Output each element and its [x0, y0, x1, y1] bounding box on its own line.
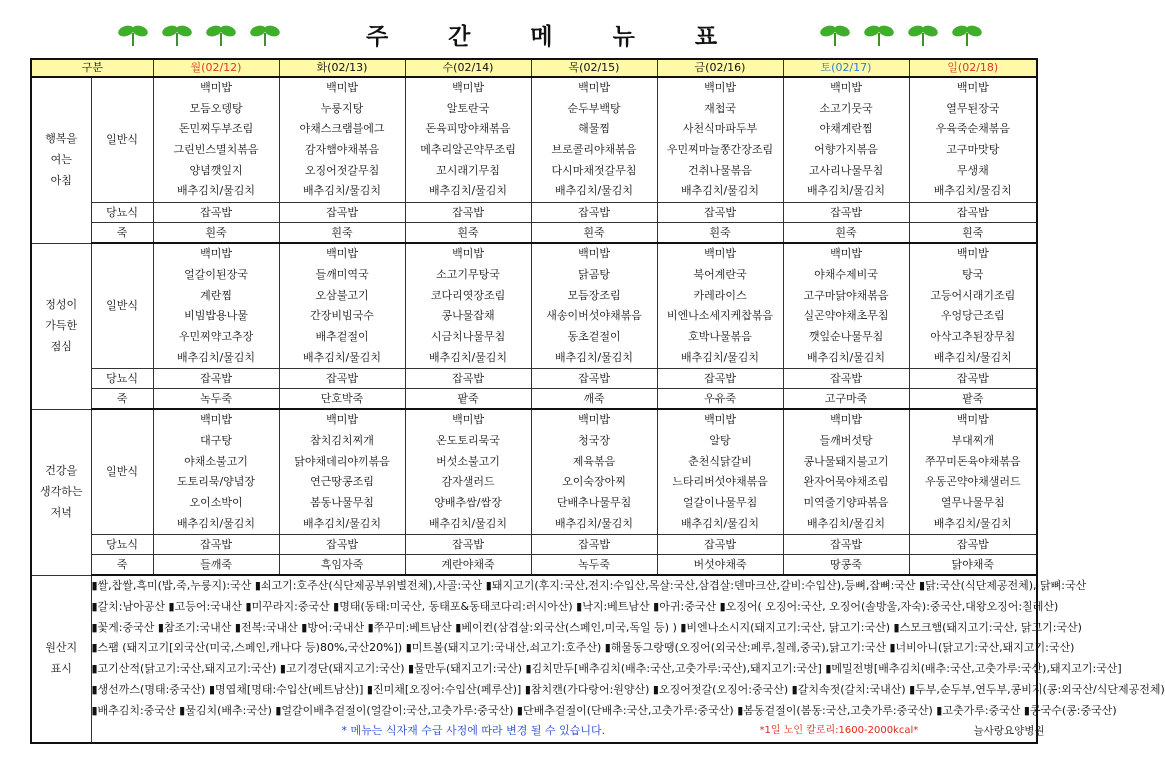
dish-item: 우민찌마늘쫑간장조림: [666, 143, 774, 157]
diet-type-label: 당뇨식: [91, 535, 153, 555]
dish-item: 비엔나소세지케찹볶음: [666, 309, 774, 323]
origin-line: ▮스팸 (돼지고기[외국산(미국,스페인,캐나다 등)80%,국산20%]) ▮미트볼(돼지고기:국내산,쇠고기:호주산) ▮해물동그랑땡(오징어(외국산:페루,칠레,중국),닭고기:국산 ▮너비아니(닭고기:국산,돼지고기:국산): [91, 641, 1075, 655]
footer-line: [92, 721, 1045, 742]
dish-item: 무생채: [956, 163, 989, 177]
dish-item: 배추김치/물김치: [176, 184, 256, 198]
dish-item: 호박나물볶음: [688, 329, 752, 343]
diet-type-label: 죽: [91, 555, 153, 576]
porridge-dish: 흰죽: [153, 223, 279, 244]
dish-item: 배추김치/물김치: [428, 350, 508, 364]
dish-item: 어향가지볶음: [814, 143, 878, 157]
dish-cell: [657, 243, 783, 369]
porridge-dish: 흰죽: [783, 223, 909, 244]
porridge-row: [31, 223, 1037, 244]
dish-item: 아삭고추된장무침: [930, 329, 1016, 343]
dish-item: 코다리엿장조림: [430, 288, 506, 302]
dish-item: 새송이버섯야채볶음: [546, 309, 642, 323]
diabetic-diet-row: [31, 535, 1037, 555]
dish-item: 배추겉절이: [315, 329, 369, 343]
dish-item: 사천식마파두부: [682, 122, 758, 136]
dish-item: 시금치나물무침: [430, 329, 506, 343]
dish-item: 연근땅콩조림: [310, 475, 374, 489]
dish-item: 백미밥: [200, 247, 232, 261]
dish-item: 양배추쌈/쌈장: [434, 496, 502, 509]
origin-line: ▮배추김치:중국산 ▮물김치(배추:국산) ▮얼갈이배추겉절이(얼갈이:국산,고춧가루:중국산) ▮단배추겉절이(단배추:국산,고춧가루:중국산) ▮봄동겉절이(봄동:국산,고춧가루:중국산) ▮고춧가루:중국산 ▮콩국수(콩:중국산): [91, 703, 1117, 717]
diet-type-label: 죽: [91, 223, 153, 244]
dish-item: 탕국: [962, 267, 984, 281]
diabetic-dish: 잡곡밥: [531, 535, 657, 555]
porridge-dish: 닭야채죽: [909, 555, 1037, 576]
dish-item: 야채수제비국: [814, 267, 878, 281]
dish-item: 고구마닭야채볶음: [803, 288, 889, 302]
dish-item: 백미밥: [452, 413, 484, 427]
dish-item: 도토리묵/양념장: [176, 475, 256, 489]
diabetic-dish: 잡곡밥: [657, 203, 783, 223]
dish-item: 돈육피망야채볶음: [425, 122, 511, 136]
porridge-dish: 녹두죽: [531, 555, 657, 576]
dish-item: 오삼불고기: [315, 288, 369, 302]
dish-item: 순두부백탕: [567, 101, 621, 115]
meal-label: 건강을 생각하는 저녁: [31, 409, 91, 575]
dish-item: 해물찜: [578, 122, 610, 136]
dish-item: 누룽지탕: [320, 101, 364, 115]
diabetic-dish: 잡곡밥: [405, 535, 531, 555]
dish-item: 양념깻잎지: [189, 163, 243, 177]
dish-item: 브로콜리야채볶음: [551, 143, 637, 157]
porridge-dish: 들깨죽: [153, 555, 279, 576]
porridge-row: [31, 555, 1037, 576]
diabetic-dish: 잡곡밥: [909, 535, 1037, 555]
dish-item: 고등어시래기조림: [930, 288, 1016, 302]
dish-item: 백미밥: [956, 81, 989, 94]
dish-item: 재첩국: [704, 101, 736, 115]
origin-text: [91, 575, 1165, 743]
dish-item: 깻잎순나물무침: [808, 329, 884, 343]
dish-item: 들깨버섯탕: [819, 433, 873, 447]
dish-item: 백미밥: [830, 81, 862, 94]
diet-type-label: 일반식: [91, 409, 153, 535]
diet-type-label: 당뇨식: [91, 203, 153, 223]
dish-item: 닭야채데리야끼볶음: [294, 454, 390, 468]
header-row: [31, 59, 1037, 77]
diabetic-dish: 잡곡밥: [153, 203, 279, 223]
diabetic-dish: 잡곡밥: [783, 535, 909, 555]
dish-item: 실곤약야채초무침: [803, 309, 889, 323]
general-diet-row: [31, 409, 1037, 535]
diet-type-label: 죽: [91, 389, 153, 410]
dish-cell: [279, 409, 405, 535]
hospital-name: 늘사랑요양병원: [973, 725, 1045, 738]
dish-item: 배추김치/물김치: [302, 350, 382, 364]
diabetic-dish: 잡곡밥: [405, 203, 531, 223]
header-day: 목(02/15): [531, 59, 657, 77]
dish-item: 느타리버섯야채볶음: [672, 475, 768, 489]
header-day: 화(02/13): [279, 59, 405, 77]
dish-item: 배추김치/물김치: [933, 350, 1012, 364]
dish-item: 배추김치/물김치: [428, 184, 508, 198]
dish-item: 야채계란찜: [819, 122, 873, 136]
dish-item: 백미밥: [956, 413, 989, 427]
dish-cell: [405, 409, 531, 535]
diabetic-dish: 잡곡밥: [153, 369, 279, 389]
header-day: 토(02/17): [783, 59, 909, 77]
dish-item: 청국장: [578, 433, 610, 447]
dish-item: 그린빈스멸치볶음: [173, 143, 259, 157]
dish-item: 백미밥: [830, 413, 862, 427]
dish-item: 단배추나물무침: [556, 496, 632, 509]
dish-item: 우육죽순채볶음: [935, 122, 1010, 136]
diet-type-label: 일반식: [91, 243, 153, 369]
calorie-note: *1일 노인 칼로리:1600-2000kcal*: [759, 725, 919, 737]
dish-item: 고구마맛탕: [946, 143, 1000, 157]
diabetic-dish: 잡곡밥: [783, 203, 909, 223]
header-day: 일(02/18): [909, 59, 1037, 77]
dish-item: 백미밥: [578, 413, 610, 427]
dish-item: 백미밥: [704, 413, 736, 427]
dish-item: 들깨미역국: [315, 267, 369, 281]
dish-item: 알탕: [709, 433, 731, 447]
dish-item: 우동곤약야채샐러드: [924, 475, 1021, 489]
sprout-icon: [952, 22, 982, 46]
dish-item: 백미밥: [956, 247, 989, 261]
diabetic-dish: 잡곡밥: [909, 369, 1037, 389]
dish-item: 대구탕: [200, 433, 232, 447]
dish-item: 얼갈이나물무침: [682, 496, 758, 509]
dish-item: 부대찌개: [951, 433, 995, 447]
porridge-dish: 흰죽: [405, 223, 531, 244]
dish-item: 백미밥: [326, 81, 358, 94]
dish-item: 온도토리묵국: [436, 433, 500, 447]
origin-line: ▮꽃게:중국산 ▮참조기:국내산 ▮전복:국내산 ▮방어:국내산 ▮쭈꾸미:베트남산 ▮베이컨(삼겹살:외국산(스페인,미국,독일 등) ) ▮비엔나소시지(돼지고기:국산, 닭고기:국산) ▮스모크햄(돼지고기:국산, 닭고기:국산): [91, 620, 1082, 634]
dish-item: 알토란국: [446, 101, 490, 115]
origin-line: ▮쌀,찹쌀,흑미(밥,죽,누룽지):국산 ▮쇠고기:호주산(식단제공부위별전체),사골:국산 ▮돼지고기(후지:국산,전지:수입산,목살:국산,삼겹살:덴마크산,갈비:수입산),등뼈,잡뼈:국산 ▮닭:국산(식단제공전체), 닭뼈:국산: [91, 579, 1087, 593]
porridge-dish: 흰죽: [279, 223, 405, 244]
meal-label: 행복을 여는 아침: [31, 77, 91, 243]
dish-item: 얼갈이된장국: [184, 267, 248, 281]
dish-item: 배추김치/물김치: [554, 350, 634, 364]
sprout-decoration-right: [820, 22, 982, 46]
dish-item: 돈민찌두부조림: [178, 122, 254, 136]
porridge-dish: 계란야채죽: [405, 555, 531, 576]
diabetic-dish: 잡곡밥: [657, 535, 783, 555]
general-diet-row: [31, 243, 1037, 369]
dish-item: 오이숙장아찌: [562, 475, 626, 489]
porridge-dish: 팥죽: [909, 389, 1037, 410]
porridge-dish: 흰죽: [909, 223, 1037, 244]
porridge-dish: 땅콩죽: [783, 555, 909, 576]
dish-item: 야채소불고기: [184, 454, 248, 468]
dish-item: 배추김치/물김치: [554, 516, 634, 530]
dish-item: 미역줄기양파볶음: [803, 496, 889, 509]
dish-item: 배추김치/물김치: [302, 516, 382, 530]
dish-item: 춘천식닭갈비: [688, 454, 752, 468]
dish-item: 비빔밥용나물: [184, 309, 248, 323]
diabetic-diet-row: [31, 369, 1037, 389]
dish-item: 고사리나물무침: [808, 163, 884, 177]
dish-item: 백미밥: [326, 413, 358, 427]
diabetic-dish: 잡곡밥: [783, 369, 909, 389]
dish-item: 백미밥: [704, 81, 736, 94]
porridge-row: [31, 389, 1037, 410]
dish-item: 배추김치/물김치: [554, 184, 634, 198]
dish-cell: [279, 243, 405, 369]
dish-item: 오이소박이: [189, 496, 243, 509]
dish-item: 배추김치/물김치: [806, 350, 886, 364]
dish-item: 배추김치/물김치: [806, 184, 886, 198]
porridge-dish: 버섯야채죽: [657, 555, 783, 576]
dish-cell: [909, 243, 1037, 369]
dish-cell: [657, 77, 783, 203]
dish-cell: [279, 77, 405, 203]
origin-line: ▮생선까스(명태:중국산) ▮명엽채[명태:수입산(베트남산)] ▮진미채[오징어:수입산(페루산)] ▮참치캔(가다랑어:원양산) ▮오징어젓갈(오징어:중국산) ▮갈치속젓(갈치:국내산) ▮두부,순두부,연두부,콩비지(콩:외국산/식단제공전체): [91, 682, 1165, 696]
header-day: 수(02/14): [405, 59, 531, 77]
diabetic-dish: 잡곡밥: [909, 203, 1037, 223]
dish-item: 백미밥: [452, 247, 484, 261]
dish-item: 백미밥: [578, 247, 610, 261]
dish-item: 봄동나물무침: [310, 496, 374, 509]
diabetic-dish: 잡곡밥: [153, 535, 279, 555]
porridge-dish: 고구마죽: [783, 389, 909, 410]
header-day: 금(02/16): [657, 59, 783, 77]
dish-item: 계란찜: [200, 288, 232, 302]
header-day: 월(02/12): [153, 59, 279, 77]
meal-label: 정성이 가득한 점심: [31, 243, 91, 409]
page-title: 주 간 메 뉴 표: [365, 24, 744, 50]
origin-line: ▮갈치:남아공산 ▮고등어:국내산 ▮미꾸라지:중국산 ▮명태(동태:미국산, 동태포&동태코다리:러시아산) ▮낙지:베트남산 ▮아귀:중국산 ▮오징어( 오징어:국산, 오징어(솔방울,자숙):중국산,대왕오징어:칠레산): [91, 600, 1059, 614]
dish-cell: [405, 77, 531, 203]
dish-cell: [909, 409, 1037, 535]
diet-type-label: 일반식: [91, 77, 153, 203]
dish-item: 배추김치/물김치: [680, 516, 760, 530]
porridge-dish: 흑임자죽: [279, 555, 405, 576]
weekly-menu-table: [30, 58, 1165, 744]
dish-item: 오징어젓갈무침: [304, 163, 380, 177]
dish-item: 배추김치/물김치: [680, 350, 760, 364]
dish-item: 감자햄야채볶음: [304, 143, 380, 157]
dish-item: 백미밥: [200, 81, 232, 94]
sprout-icon: [820, 22, 850, 46]
dish-cell: [783, 243, 909, 369]
dish-cell: [405, 243, 531, 369]
dish-cell: [783, 409, 909, 535]
dish-item: 메추리알곤약무조림: [420, 143, 516, 157]
dish-item: 완자어묵야채조림: [803, 475, 889, 489]
dish-item: 꼬시래기무침: [436, 163, 500, 177]
dish-item: 소고기무탕국: [436, 267, 500, 281]
dish-item: 배추김치/물김치: [806, 516, 886, 530]
dish-item: 동초겉절이: [567, 329, 621, 343]
dish-item: 모듬장조림: [567, 288, 621, 302]
sprout-icon: [908, 22, 938, 46]
porridge-dish: 흰죽: [657, 223, 783, 244]
dish-cell: [153, 77, 279, 203]
dish-cell: [909, 77, 1037, 203]
dish-item: 감자샐러드: [441, 475, 495, 489]
dish-cell: [153, 243, 279, 369]
dish-item: 쭈꾸미돈육야채볶음: [924, 454, 1021, 468]
diabetic-dish: 잡곡밥: [531, 203, 657, 223]
dish-item: 배추김치/물김치: [933, 184, 1012, 198]
dish-item: 닭곰탕: [578, 267, 610, 281]
dish-item: 백미밥: [578, 81, 610, 94]
general-diet-row: [31, 77, 1037, 203]
dish-item: 우민찌약고추장: [178, 329, 254, 343]
dish-item: 모듬오뎅탕: [189, 101, 243, 115]
diabetic-dish: 잡곡밥: [405, 369, 531, 389]
dish-item: 배추김치/물김치: [933, 516, 1012, 530]
porridge-dish: 깨죽: [531, 389, 657, 410]
origin-line: ▮고기산적(닭고기:국산,돼지고기:국산) ▮고기경단(돼지고기:국산) ▮물만두(돼지고기:국산) ▮김치만두[배추김치(배추:국산,고춧가루:국산),돼지고기:국산] ▮메밀전병[배추김치(배추:국산,고춧가루:국산),돼지고기:국산]: [91, 662, 1122, 676]
dish-cell: [153, 409, 279, 535]
dish-item: 배추김치/물김치: [176, 516, 256, 530]
dish-item: 열무된장국: [946, 101, 1000, 115]
diabetic-diet-row: [31, 203, 1037, 223]
porridge-dish: 팥죽: [405, 389, 531, 410]
title-row: [0, 0, 1083, 58]
dish-item: 참치김치찌개: [310, 433, 374, 447]
dish-item: 열무나물무침: [940, 496, 1005, 509]
dish-cell: [783, 77, 909, 203]
origin-row: [31, 575, 1037, 743]
diabetic-dish: 잡곡밥: [279, 369, 405, 389]
dish-cell: [531, 243, 657, 369]
dish-item: 야채스크램블에그: [299, 122, 385, 136]
menu-change-notice: * 메뉴는 식자재 수급 사정에 따라 변경 될 수 있습니다.: [341, 724, 606, 738]
dish-item: 간장비빔국수: [310, 309, 374, 323]
dish-cell: [657, 409, 783, 535]
diabetic-dish: 잡곡밥: [657, 369, 783, 389]
diabetic-dish: 잡곡밥: [279, 203, 405, 223]
porridge-dish: 단호박죽: [279, 389, 405, 410]
origin-label: [31, 575, 91, 743]
dish-item: 백미밥: [452, 81, 484, 94]
header-category: 구분: [31, 59, 153, 77]
porridge-dish: 흰죽: [531, 223, 657, 244]
porridge-dish: 녹두죽: [153, 389, 279, 410]
dish-item: 배추김치/물김치: [428, 516, 508, 530]
dish-item: 배추김치/물김치: [176, 350, 256, 364]
dish-item: 버섯소불고기: [436, 454, 500, 468]
origin-label-text: 원산지 표시: [45, 641, 78, 675]
dish-item: 백미밥: [200, 413, 232, 427]
menu-body: [31, 77, 1037, 575]
dish-item: 콩나물잡채: [441, 309, 495, 323]
dish-item: 배추김치/물김치: [302, 184, 382, 198]
dish-item: 건취나물볶음: [688, 163, 752, 177]
dish-item: 백미밥: [704, 247, 736, 261]
dish-item: 백미밥: [830, 247, 862, 261]
dish-cell: [531, 409, 657, 535]
dish-item: 카레라이스: [693, 288, 747, 302]
dish-item: 북어계란국: [693, 267, 747, 281]
dish-item: 우엉당근조림: [940, 309, 1005, 323]
dish-item: 제육볶음: [572, 454, 616, 468]
porridge-dish: 우유죽: [657, 389, 783, 410]
sprout-icon: [864, 22, 894, 46]
diet-type-label: 당뇨식: [91, 369, 153, 389]
dish-item: 백미밥: [326, 247, 358, 261]
dish-item: 콩나물돼지불고기: [803, 454, 889, 468]
dish-item: 소고기뭇국: [819, 101, 873, 115]
dish-item: 다시마채젓갈무침: [551, 163, 637, 177]
dish-item: 배추김치/물김치: [680, 184, 760, 198]
dish-cell: [531, 77, 657, 203]
diabetic-dish: 잡곡밥: [279, 535, 405, 555]
diabetic-dish: 잡곡밥: [531, 369, 657, 389]
